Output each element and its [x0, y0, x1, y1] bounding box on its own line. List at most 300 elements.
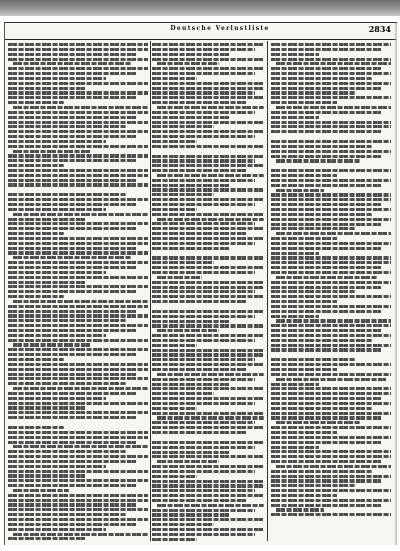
text-line	[152, 533, 255, 536]
text-line	[271, 121, 391, 124]
text-line	[152, 402, 255, 405]
text-line	[152, 242, 255, 245]
text-line	[152, 295, 264, 298]
text-line	[8, 222, 148, 225]
text-line	[271, 431, 337, 434]
text-line	[8, 319, 127, 322]
text-line	[152, 363, 264, 366]
text-line	[271, 441, 381, 444]
text-line	[271, 455, 391, 458]
text-line	[8, 431, 148, 434]
text-line	[152, 116, 230, 119]
text-line	[8, 237, 148, 240]
text-line	[152, 111, 255, 114]
text-line	[271, 116, 319, 119]
text-line	[276, 276, 378, 279]
text-line	[152, 193, 214, 196]
text-line	[271, 58, 391, 61]
text-line	[152, 431, 247, 434]
text-line	[152, 58, 264, 61]
text-line	[152, 451, 230, 454]
text-line	[152, 43, 264, 46]
text-line	[13, 533, 148, 536]
text-line	[8, 436, 148, 439]
text-line	[8, 169, 148, 172]
text-line	[152, 538, 197, 541]
text-line	[13, 62, 132, 65]
text-line	[152, 441, 264, 444]
text-line	[152, 475, 197, 478]
column-rule-right	[267, 41, 268, 541]
text-line	[152, 368, 247, 371]
running-title: Deutsche Verlustliste	[170, 25, 270, 32]
text-line	[8, 183, 148, 186]
text-line	[152, 198, 264, 201]
text-line	[152, 455, 264, 458]
text-line	[152, 528, 264, 531]
text-line	[152, 446, 255, 449]
text-line	[157, 276, 202, 279]
text-line	[8, 494, 148, 497]
text-line	[157, 373, 264, 376]
text-line	[8, 513, 127, 516]
text-line	[271, 261, 391, 264]
text-line	[8, 528, 106, 531]
text-line	[152, 82, 264, 85]
text-line	[152, 125, 214, 128]
text-line	[157, 416, 264, 419]
text-line	[8, 314, 148, 317]
text-line	[13, 489, 69, 492]
text-line	[152, 266, 264, 269]
text-line	[271, 203, 381, 206]
text-line	[8, 53, 137, 56]
text-line	[8, 179, 137, 182]
text-line	[8, 406, 85, 409]
text-line	[271, 315, 319, 318]
text-line	[271, 397, 381, 400]
text-line	[152, 421, 255, 424]
text-line	[152, 140, 197, 143]
text-line	[271, 213, 373, 216]
text-line	[152, 518, 264, 521]
text-line	[271, 484, 355, 487]
text-line	[13, 256, 132, 259]
text-line	[271, 130, 381, 133]
text-line	[152, 169, 247, 172]
text-line	[13, 150, 90, 153]
page-header	[5, 23, 397, 40]
text-line	[152, 237, 264, 240]
text-line	[8, 324, 148, 327]
text-line	[8, 91, 148, 94]
text-line	[157, 62, 219, 65]
text-line	[8, 208, 106, 211]
text-line	[271, 227, 355, 230]
text-line	[8, 145, 148, 148]
text-line	[271, 358, 355, 361]
text-line	[152, 53, 230, 56]
text-line	[152, 470, 255, 473]
text-line	[152, 222, 255, 225]
text-line	[271, 392, 391, 395]
text-line	[271, 416, 381, 419]
text-line	[8, 310, 137, 313]
scan-border-top	[0, 0, 400, 16]
text-line	[271, 329, 381, 332]
text-line	[152, 484, 264, 487]
text-line	[152, 397, 264, 400]
text-line	[8, 329, 137, 332]
text-line	[8, 121, 148, 124]
text-line	[276, 106, 391, 109]
text-line	[8, 218, 85, 221]
text-line	[152, 349, 264, 352]
text-line	[152, 261, 214, 264]
text-line	[152, 232, 247, 235]
text-line	[8, 82, 148, 85]
text-line	[276, 508, 324, 511]
text-line	[8, 416, 137, 419]
text-line	[8, 101, 64, 104]
text-line	[152, 290, 255, 293]
text-line	[276, 421, 360, 424]
text-line	[271, 436, 391, 439]
text-line	[152, 378, 255, 381]
text-line	[271, 460, 381, 463]
text-line	[271, 145, 373, 148]
text-line	[152, 67, 264, 70]
text-line	[8, 242, 148, 245]
text-line	[157, 218, 264, 221]
text-line	[8, 203, 137, 206]
text-line	[8, 523, 137, 526]
text-line	[152, 213, 264, 216]
text-line	[152, 339, 255, 342]
text-line	[276, 189, 324, 192]
text-line	[276, 62, 391, 65]
text-line	[271, 513, 391, 516]
text-line	[8, 159, 137, 162]
text-line	[8, 460, 137, 463]
text-line	[271, 155, 381, 158]
text-column-left	[8, 43, 148, 541]
text-line	[271, 266, 381, 269]
text-line	[8, 67, 148, 70]
text-line	[152, 334, 264, 337]
text-line	[8, 474, 85, 477]
text-line	[271, 339, 373, 342]
text-line	[152, 121, 264, 124]
page-number: 2834	[368, 24, 391, 34]
text-line	[8, 295, 64, 298]
text-line	[271, 140, 391, 143]
text-line	[8, 455, 148, 458]
text-line	[271, 363, 391, 366]
text-line	[8, 484, 137, 487]
text-line	[152, 392, 214, 395]
text-line	[8, 266, 137, 269]
text-line	[271, 184, 381, 187]
text-line	[152, 320, 230, 323]
text-line	[152, 494, 264, 497]
text-line	[271, 271, 391, 274]
text-line	[8, 285, 148, 288]
text-line	[271, 426, 391, 429]
text-line	[271, 252, 319, 255]
text-line	[276, 378, 386, 381]
text-line	[271, 150, 391, 153]
text-line	[8, 508, 148, 511]
text-line	[8, 58, 148, 61]
text-line	[8, 334, 106, 337]
text-line	[271, 77, 373, 80]
text-line	[271, 300, 337, 303]
text-line	[8, 373, 137, 376]
text-line	[152, 465, 264, 468]
text-line	[8, 193, 127, 196]
text-line	[271, 247, 381, 250]
text-line	[152, 480, 264, 483]
text-line	[152, 96, 264, 99]
text-line	[8, 503, 137, 506]
text-line	[152, 77, 197, 80]
text-line	[271, 169, 391, 172]
text-line	[271, 256, 391, 259]
text-line	[8, 271, 106, 274]
text-line	[271, 383, 319, 386]
text-line	[8, 411, 148, 414]
text-line	[152, 135, 255, 138]
text-column-right	[271, 43, 391, 541]
text-line	[152, 358, 255, 361]
text-line	[271, 412, 391, 415]
text-line	[8, 130, 148, 133]
text-line	[271, 475, 391, 478]
text-line	[152, 208, 197, 211]
text-line	[8, 135, 137, 138]
text-line	[271, 223, 381, 226]
text-line	[271, 67, 381, 70]
text-line	[276, 232, 391, 235]
text-line	[8, 77, 106, 80]
text-line	[8, 305, 148, 308]
text-line	[152, 145, 264, 148]
text-line	[8, 450, 127, 453]
text-line	[8, 116, 137, 119]
text-line	[152, 48, 255, 51]
text-line	[271, 198, 391, 201]
text-line	[8, 276, 148, 279]
text-line	[271, 373, 391, 376]
text-line	[152, 387, 264, 390]
text-column-middle	[152, 43, 264, 541]
text-line	[152, 344, 197, 347]
text-line	[271, 402, 391, 405]
text-line	[271, 290, 355, 293]
text-line	[271, 334, 391, 337]
text-line	[271, 479, 381, 482]
text-line	[152, 203, 255, 206]
text-line	[13, 106, 148, 109]
text-line	[8, 251, 148, 254]
text-line	[152, 353, 264, 356]
text-line	[8, 72, 137, 75]
text-line	[8, 125, 127, 128]
text-line	[271, 43, 391, 46]
text-line	[152, 310, 264, 313]
text-line	[271, 324, 391, 327]
text-line	[8, 247, 137, 250]
text-line	[271, 101, 337, 104]
text-line	[271, 295, 391, 298]
text-line	[271, 504, 381, 507]
text-line	[276, 465, 391, 468]
text-line	[152, 315, 255, 318]
text-line	[8, 537, 85, 540]
text-line	[271, 368, 337, 371]
text-line	[152, 489, 255, 492]
text-line	[271, 305, 391, 308]
text-line	[152, 426, 264, 429]
text-line	[8, 281, 85, 284]
text-line	[271, 281, 391, 284]
text-line	[8, 48, 148, 51]
text-line	[8, 261, 148, 264]
text-line	[276, 159, 360, 162]
text-line	[152, 281, 264, 284]
text-line	[271, 193, 391, 196]
text-line	[152, 188, 264, 191]
text-line	[8, 43, 148, 46]
page-edge-shadow	[394, 23, 397, 545]
text-line	[152, 383, 230, 386]
text-line	[8, 363, 148, 366]
text-line	[152, 324, 264, 327]
text-line	[276, 319, 391, 322]
text-line	[271, 237, 337, 240]
text-line	[152, 499, 247, 502]
text-line	[8, 290, 137, 293]
text-line	[8, 358, 64, 361]
text-line	[271, 82, 391, 85]
text-line	[152, 159, 255, 162]
text-line	[8, 426, 64, 429]
text-line	[152, 101, 247, 104]
text-line	[157, 174, 264, 177]
text-line	[271, 387, 391, 390]
text-line	[271, 286, 381, 289]
text-line	[271, 179, 391, 182]
text-line	[152, 271, 255, 274]
text-line	[152, 412, 264, 415]
text-line	[8, 441, 137, 444]
text-line	[152, 509, 255, 512]
text-line	[271, 450, 391, 453]
text-line	[13, 343, 90, 346]
text-line	[8, 465, 106, 468]
text-line	[271, 96, 391, 99]
text-line	[13, 213, 148, 216]
text-line	[8, 164, 64, 167]
column-rule-left	[150, 41, 151, 541]
text-line	[271, 72, 391, 75]
text-line	[13, 300, 148, 303]
text-line	[271, 87, 381, 90]
text-line	[152, 286, 264, 289]
text-line	[8, 392, 137, 395]
text-line	[8, 470, 148, 473]
text-line	[152, 130, 264, 133]
text-line	[271, 344, 391, 347]
text-line	[8, 227, 137, 230]
text-line	[8, 402, 148, 405]
text-line	[8, 397, 106, 400]
text-line	[8, 348, 148, 351]
text-line	[152, 256, 264, 259]
text-line	[152, 184, 230, 187]
text-line	[271, 499, 391, 502]
text-line	[271, 489, 391, 492]
text-line	[152, 523, 214, 526]
text-line	[271, 407, 373, 410]
text-line	[271, 208, 391, 211]
text-line	[152, 513, 230, 516]
text-line	[152, 227, 264, 230]
text-line	[152, 300, 247, 303]
text-line	[13, 387, 148, 390]
text-line	[152, 91, 255, 94]
text-line	[157, 460, 219, 463]
text-line	[8, 232, 64, 235]
text-line	[152, 247, 230, 250]
text-line	[157, 329, 219, 332]
text-line	[271, 125, 391, 128]
text-line	[8, 377, 148, 380]
text-line	[8, 368, 148, 371]
text-line	[152, 87, 264, 90]
text-line	[8, 140, 106, 143]
text-line	[271, 48, 381, 51]
text-line	[271, 111, 381, 114]
text-line	[8, 382, 127, 385]
text-line	[8, 499, 148, 502]
text-line	[271, 91, 355, 94]
text-line	[8, 479, 148, 482]
text-line	[8, 339, 148, 342]
text-line	[8, 198, 148, 201]
text-line	[8, 174, 148, 177]
text-line	[8, 154, 148, 157]
text-line	[271, 310, 381, 313]
text-line	[152, 155, 264, 158]
text-line	[271, 218, 391, 221]
text-line	[271, 348, 381, 351]
document-page	[4, 22, 397, 545]
text-line	[271, 494, 337, 497]
text-line	[271, 174, 337, 177]
text-line	[152, 72, 255, 75]
text-line	[8, 111, 148, 114]
text-line	[157, 106, 264, 109]
text-line	[8, 353, 137, 356]
text-line	[152, 179, 255, 182]
text-line	[271, 470, 373, 473]
text-line	[271, 242, 391, 245]
text-line	[8, 96, 137, 99]
text-line	[8, 87, 85, 90]
text-line	[8, 518, 148, 521]
